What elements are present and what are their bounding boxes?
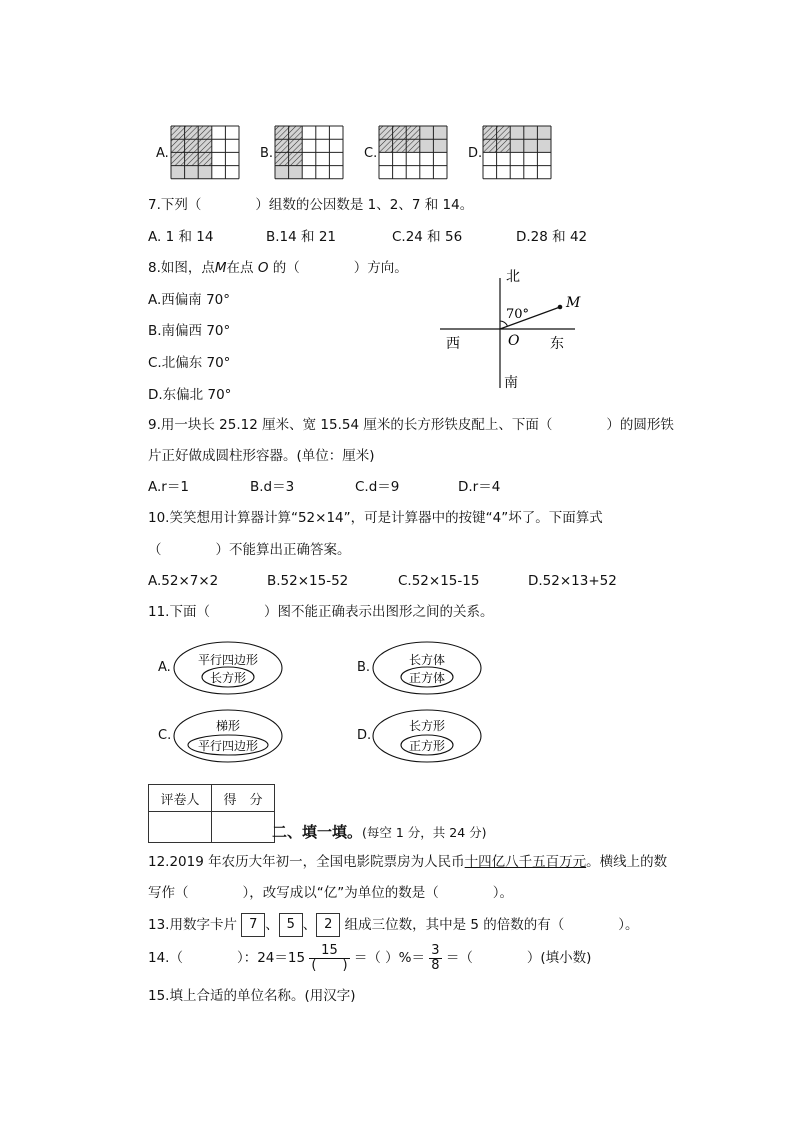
grid-cell-hatched — [393, 126, 407, 139]
q11-b-outer: 长方体 — [408, 653, 446, 667]
q9-line2: 片正好做成圆柱形容器。(单位：厘米) — [148, 448, 375, 464]
grid-cell-hatched — [497, 139, 511, 152]
q14-stem: 14.（ ）：24＝15 $\frac{15}{( )}$ ＝（ ）%＝ $\frac{3}{8}$ ＝（ ）(填小数) — [148, 942, 592, 973]
q8-option-b: B.南偏西 70° — [148, 323, 231, 339]
south-label: 南 — [504, 375, 518, 391]
digit-card-2: 2 — [316, 913, 340, 937]
section-2-heading — [272, 822, 487, 843]
grid-cell-hatched — [171, 139, 185, 152]
grid-cell-hatched — [198, 126, 212, 139]
grid-cell-shaded — [185, 166, 199, 179]
q11-c-outer: 梯形 — [215, 719, 241, 733]
q10-line2: （ ）不能算出正确答案。 — [148, 542, 351, 558]
grid-cell-hatched — [275, 139, 289, 152]
q11-a-outer: 平行四边形 — [197, 653, 259, 667]
q12-underlined-number: 十四亿八千五百万元 — [464, 854, 587, 870]
point-m — [558, 305, 563, 310]
compass-diagram — [440, 266, 600, 396]
grid-cell-hatched — [275, 152, 289, 165]
q11-diagram-b — [371, 640, 483, 696]
q9-option-c: C.d＝9 — [355, 479, 400, 495]
q10-option-b: B.52×15-52 — [267, 573, 349, 589]
q14-fraction-1: $\frac{15}{( )}$ — [311, 942, 348, 973]
grid-cell-hatched — [198, 139, 212, 152]
q7-option-a: A. 1 和 14 — [148, 229, 214, 245]
q7-stem: 7.下列（ ）组数的公因数是 1、2、7 和 14。 — [148, 197, 474, 213]
grid-cell-hatched — [483, 126, 497, 139]
grid-cell-shaded — [537, 126, 551, 139]
q7-option-d: D.28 和 42 — [516, 229, 588, 245]
q8-option-d: D.东偏北 70° — [148, 387, 232, 403]
grid-cell-hatched — [393, 139, 407, 152]
grid-cell-shaded — [524, 139, 538, 152]
grid-cell-hatched — [289, 152, 303, 165]
score-table-grader-header: 评卷人 — [149, 785, 212, 812]
grid-cell-hatched — [171, 126, 185, 139]
q6-option-d-label: D. — [468, 146, 483, 161]
grid-cell-hatched — [198, 152, 212, 165]
q10-option-a: A.52×7×2 — [148, 573, 219, 589]
grid-cell-hatched — [497, 126, 511, 139]
q11-diagram-a — [172, 640, 284, 696]
grid-cell-shaded — [289, 166, 303, 179]
score-table — [148, 784, 275, 843]
grid-cell-hatched — [171, 152, 185, 165]
q14-fraction-2: $\frac{3}{8}$ — [431, 942, 440, 973]
grid-cell-shaded — [524, 126, 538, 139]
q6-grid-c — [378, 125, 448, 181]
grid-cell-hatched — [185, 152, 199, 165]
q7-option-b: B.14 和 21 — [266, 229, 336, 245]
section-2-note: (每空 1 分，共 24 分) — [362, 825, 487, 840]
q9-line1: 9.用一块长 25.12 厘米、宽 15.54 厘米的长方形铁皮配上、下面（ ）的圆形铁 — [148, 417, 674, 433]
grid-cell-shaded — [537, 139, 551, 152]
q6-grid-a — [170, 125, 240, 181]
grid-cell-hatched — [406, 126, 420, 139]
q9-option-b: B.d＝3 — [250, 479, 295, 495]
q11-b-inner: 正方体 — [408, 671, 446, 685]
grid-cell-shaded — [510, 126, 524, 139]
q11-a-inner: 长方形 — [209, 671, 247, 685]
score-table-score-header: 得 分 — [212, 785, 275, 812]
grid-cell-hatched — [379, 139, 393, 152]
q10-option-c: C.52×15-15 — [398, 573, 480, 589]
origin-label: O — [508, 333, 520, 349]
grid-cell-shaded — [433, 139, 447, 152]
grid-cell-hatched — [289, 126, 303, 139]
q8-option-a: A.西偏南 70° — [148, 292, 231, 308]
grid-cell-shaded — [198, 166, 212, 179]
q15-stem: 15.填上合适的单位名称。(用汉字) — [148, 988, 356, 1004]
q13-stem: 13.用数字卡片 7 、 5 、 2 组成三位数，其中是 5 的倍数的有（ ）。 — [148, 913, 639, 937]
q8-option-c: C.北偏东 70° — [148, 355, 231, 371]
grid-cell-hatched — [483, 139, 497, 152]
q12-line1: 12.2019 年农历大年初一，全国电影院票房为人民币十四亿八千五百万元。横线上的数 — [148, 854, 668, 870]
q6-grid-b — [274, 125, 344, 181]
score-table-grader-cell[interactable] — [149, 812, 212, 843]
grid-cell-shaded — [171, 166, 185, 179]
angle-label: 70° — [506, 307, 530, 322]
q6-option-a-label: A. — [156, 146, 169, 161]
north-label: 北 — [506, 269, 520, 285]
grid-cell-hatched — [289, 139, 303, 152]
q11-diagram-c — [172, 708, 284, 764]
q7-option-c: C.24 和 56 — [392, 229, 463, 245]
q10-line1: 10.笑笑想用计算器计算“52×14”，可是计算器中的按键“4”坏了。下面算式 — [148, 510, 603, 526]
q8-stem: 8.如图，点M在点 O 的（ ）方向。 — [148, 260, 408, 276]
q9-option-d: D.r＝4 — [458, 479, 501, 495]
digit-card-7: 7 — [241, 913, 265, 937]
east-label: 东 — [550, 336, 564, 352]
q6-option-b-label: B. — [260, 146, 274, 161]
grid-cell-hatched — [379, 126, 393, 139]
q11-d-outer: 长方形 — [408, 719, 446, 733]
grid-cell-shaded — [420, 126, 434, 139]
q12-line2: 写作（ ），改写成以“亿”为单位的数是（ ）。 — [148, 885, 513, 901]
west-label: 西 — [446, 336, 460, 352]
q11-d-inner: 正方形 — [408, 739, 446, 753]
grid-cell-shaded — [420, 139, 434, 152]
q11-stem: 11.下面（ ）图不能正确表示出图形之间的关系。 — [148, 604, 494, 620]
point-m-label: M — [566, 295, 581, 311]
grid-cell-hatched — [406, 139, 420, 152]
q11-diagram-d — [371, 708, 483, 764]
q9-option-a: A.r＝1 — [148, 479, 189, 495]
q10-option-d: D.52×13+52 — [528, 573, 617, 589]
grid-cell-shaded — [510, 139, 524, 152]
q6-grid-d — [482, 125, 552, 181]
q6-option-c-label: C. — [364, 146, 378, 161]
grid-cell-shaded — [433, 126, 447, 139]
grid-cell-hatched — [185, 139, 199, 152]
grid-cell-hatched — [275, 126, 289, 139]
digit-card-5: 5 — [279, 913, 303, 937]
section-2-title: 二、填一填。 — [272, 823, 363, 841]
grid-cell-hatched — [185, 126, 199, 139]
grid-cell-shaded — [275, 166, 289, 179]
score-table-score-cell[interactable] — [212, 812, 275, 843]
q11-c-inner: 平行四边形 — [197, 739, 259, 753]
